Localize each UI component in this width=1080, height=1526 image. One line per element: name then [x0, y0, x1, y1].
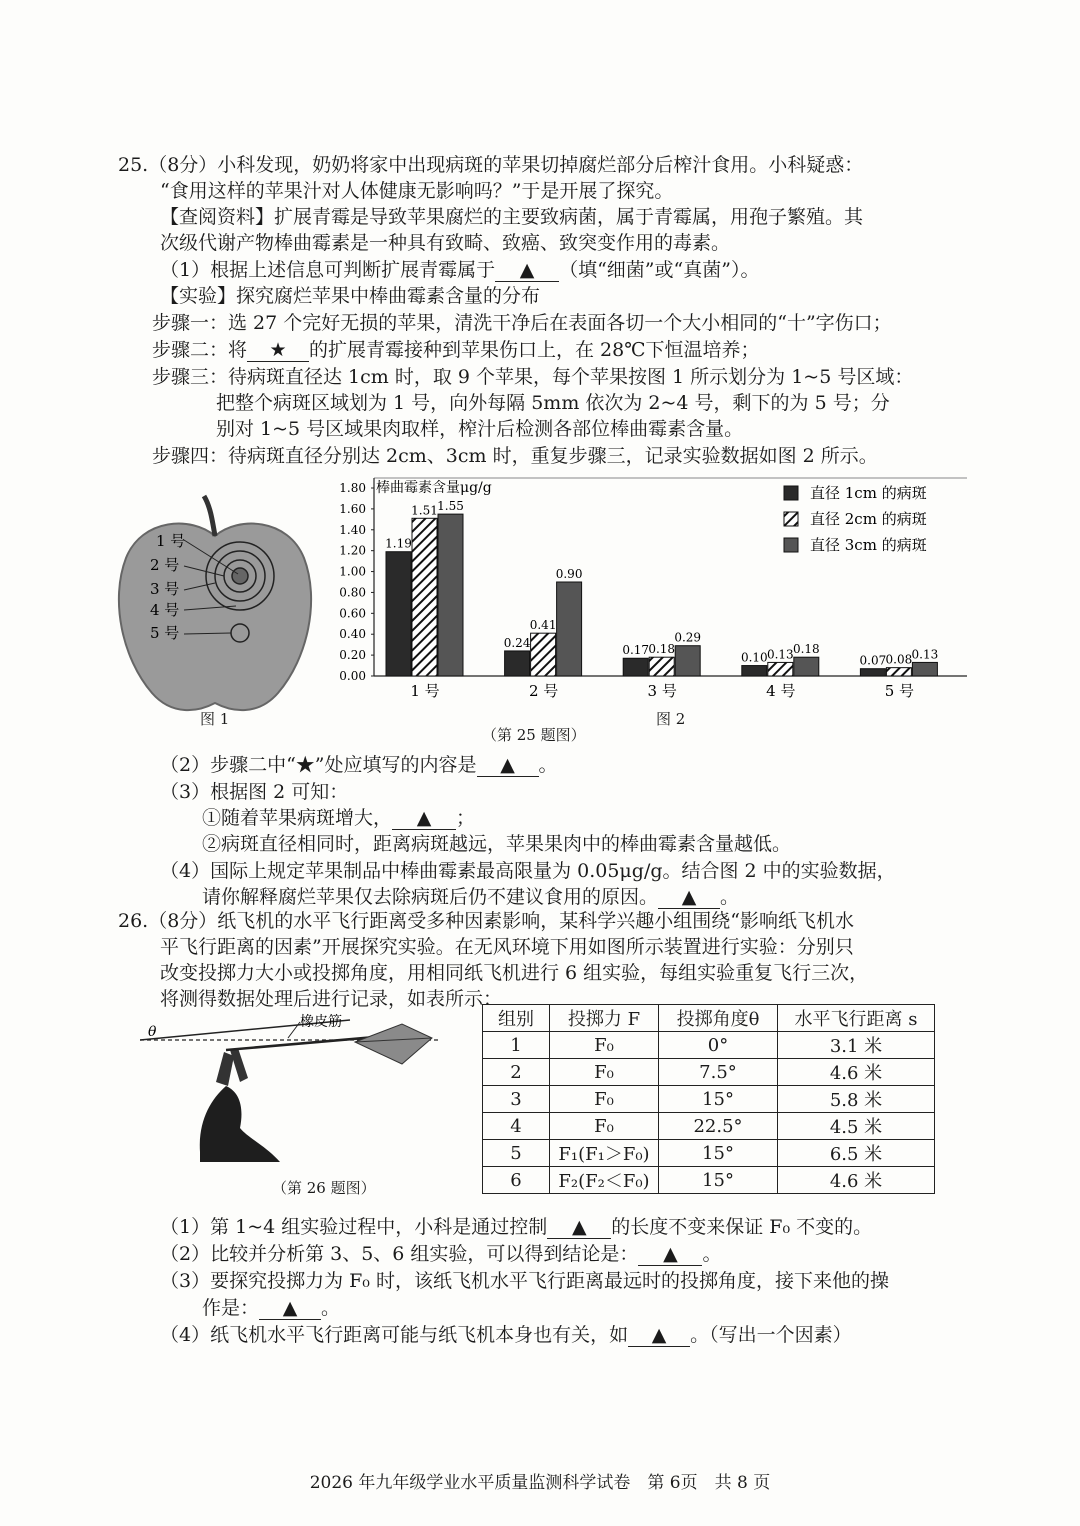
- q25-sub3-1: ①随着苹果病斑增大， ▲ ；: [202, 807, 476, 829]
- x-tick-label: 5 号: [884, 682, 915, 700]
- launcher-figure: [140, 1012, 470, 1192]
- q25-sub4: （4）国际上规定苹果制品中棒曲霉素最高限量为 0.05μg/g。结合图 2 中的实验数据，: [160, 860, 896, 882]
- x-tick-label: 3 号: [647, 682, 677, 700]
- q26-line4: 将测得数据处理后进行记录，如表所示：: [160, 988, 503, 1010]
- q25-sub1: （1）根据上述信息可判断扩展青霉属于 ▲ （填“细菌”或“真菌”）。: [160, 259, 760, 281]
- label-region5: 5 号: [150, 624, 180, 642]
- q26-sub3-cont: 作是： ▲ 。: [202, 1297, 341, 1319]
- label-region3: 3 号: [150, 580, 180, 598]
- triangle-icon: ▲: [519, 259, 535, 281]
- bar-value-label: 1.55: [437, 499, 464, 514]
- table-row: 3 F₀ 15° 5.8 米: [483, 1086, 935, 1113]
- bar: [412, 518, 437, 676]
- q26-figure-caption: （第 26 题图）: [272, 1179, 376, 1197]
- y-axis-label: 棒曲霉素含量μg/g: [376, 480, 492, 496]
- q25-line2: “食用这样的苹果汁对人体健康无影响吗？”于是开展了探究。: [160, 180, 674, 202]
- apple-figure: [112, 488, 318, 720]
- q25-sub2: （2）步骤二中“★”处应填写的内容是 ▲ 。: [160, 754, 558, 776]
- q25-figure-caption: （第 25 题图）: [482, 726, 586, 744]
- bar-value-label: 0.17: [622, 643, 650, 658]
- y-tick-label: 1.00: [339, 564, 366, 579]
- bar: [557, 582, 582, 676]
- q26-line1: 26.（8分）纸飞机的水平飞行距离受多种因素影响，某科学兴趣小组围绕“影响纸飞机水: [118, 910, 855, 932]
- angle-label: θ: [148, 1024, 157, 1040]
- bar-value-label: 0.10: [740, 650, 768, 665]
- legend-swatch: [784, 512, 798, 526]
- bar: [860, 669, 885, 676]
- data-table: [482, 1004, 935, 1194]
- bar-value-label: 0.18: [648, 642, 676, 657]
- bar: [768, 662, 793, 676]
- table-row: 1 F₀ 0° 3.1 米: [483, 1032, 935, 1059]
- triangle-icon: ▲: [282, 1297, 298, 1319]
- bar-value-label: 1.19: [385, 536, 412, 551]
- x-tick-label: 2 号: [528, 682, 559, 700]
- page-footer: 2026 年九年级学业水平质量监测科学试卷 第 6页 共 8 页: [309, 1473, 771, 1493]
- bar-value-label: 0.18: [792, 642, 820, 657]
- bar-value-label: 0.07: [859, 653, 887, 668]
- bar: [675, 646, 700, 676]
- legend-label: 直径 3cm 的病斑: [810, 536, 927, 554]
- triangle-icon: ▲: [571, 1216, 587, 1238]
- bar: [742, 666, 767, 676]
- q25-step2: 步骤二：将 ★ 的扩展青霉接种到苹果伤口上，在 28℃下恒温培养；: [152, 339, 760, 361]
- legend-swatch: [784, 486, 798, 500]
- star-blank[interactable]: [247, 339, 309, 362]
- star-icon: ★: [269, 339, 287, 361]
- bar: [438, 514, 463, 676]
- triangle-icon: ▲: [500, 754, 515, 776]
- legend-swatch: [784, 538, 798, 552]
- y-tick-label: 1.80: [339, 481, 366, 495]
- lesion-center: [232, 568, 248, 584]
- fig2-caption: 图 2: [656, 710, 686, 728]
- bar: [623, 658, 648, 676]
- label-region1: 1 号: [156, 532, 186, 550]
- answer-blank[interactable]: [658, 886, 720, 909]
- bar: [531, 633, 556, 676]
- bar-value-label: 0.24: [503, 635, 531, 650]
- y-tick-label: 0.00: [339, 669, 366, 683]
- bar: [386, 552, 411, 676]
- answer-blank[interactable]: [477, 754, 539, 777]
- q25-step1: 步骤一：选 27 个完好无损的苹果，清洗干净后在表面各切一个大小相同的“十”字伤口；: [152, 312, 892, 334]
- bar: [886, 668, 911, 676]
- bar: [794, 657, 819, 676]
- slingshot-fork: [216, 1052, 234, 1086]
- bar-value-label: 0.41: [529, 618, 557, 633]
- rubber-band-label: 橡皮筋: [300, 1014, 342, 1030]
- bar-value-label: 0.90: [555, 567, 583, 581]
- triangle-icon: ▲: [651, 1324, 667, 1346]
- apple-shape: [119, 524, 311, 711]
- q25-line4: 次级代谢产物棒曲霉素是一种具有致畸、致癌、致突变作用的毒素。: [160, 232, 731, 254]
- bar-chart: [322, 472, 972, 712]
- q26-sub3: （3）要探究投掷力为 F₀ 时，该纸飞机水平飞行距离最远时的投掷角度，接下来他的操: [160, 1270, 889, 1292]
- y-tick-label: 0.80: [339, 585, 366, 600]
- header-force: 投掷力 F: [550, 1005, 659, 1032]
- table-header-row: [483, 1005, 935, 1032]
- label-region2: 2 号: [150, 556, 180, 574]
- x-tick-label: 4 号: [766, 682, 796, 700]
- bar-value-label: 0.29: [674, 630, 702, 645]
- label-region4: 4 号: [150, 601, 180, 619]
- q25-sub3: （3）根据图 2 可知：: [160, 781, 349, 803]
- table-row: 6 F₂(F₂＜F₀) 15° 4.6 米: [483, 1167, 935, 1194]
- bar-value-label: 0.13: [766, 647, 794, 662]
- y-tick-label: 0.60: [339, 606, 366, 621]
- answer-blank[interactable]: [495, 259, 559, 282]
- answer-blank[interactable]: [638, 1243, 702, 1266]
- bar: [505, 651, 530, 676]
- hand-silhouette: [200, 1086, 280, 1162]
- y-tick-label: 1.40: [339, 522, 366, 537]
- bar-value-label: 0.13: [911, 647, 939, 662]
- table-row: 5 F₁(F₁＞F₀) 15° 6.5 米: [483, 1140, 935, 1167]
- y-tick-label: 1.20: [339, 543, 366, 558]
- q25-step3-cont2: 别对 1~5 号区域果肉取样，榨汁后检测各部位棒曲霉素含量。: [216, 418, 744, 440]
- q25-step3: 步骤三：待病斑直径达 1cm 时，取 9 个苹果，每个苹果按图 1 所示划分为 1~5 号区域：: [152, 366, 914, 388]
- answer-blank[interactable]: [392, 807, 456, 830]
- fig1-caption: 图 1: [200, 710, 230, 728]
- header-angle: 投掷角度θ: [659, 1005, 778, 1032]
- legend-label: 直径 1cm 的病斑: [810, 484, 927, 502]
- table-row: 4 F₀ 22.5° 4.5 米: [483, 1113, 935, 1140]
- q26-sub1: （1）第 1~4 组实验过程中，小科是通过控制 ▲ 的长度不变来保证 F₀ 不变的。: [160, 1216, 873, 1238]
- q25-line1: 25.（8分）小科发现，奶奶将家中出现病斑的苹果切掉腐烂部分后榨汁食用。小科疑惑：: [118, 154, 864, 176]
- y-tick-label: 0.40: [339, 627, 366, 642]
- bar-value-label: 1.51: [411, 503, 438, 518]
- q25-sub3-2: ②病斑直径相同时，距离病斑越远，苹果果肉中的棒曲霉素含量越低。: [202, 833, 792, 855]
- answer-blank[interactable]: [547, 1216, 611, 1239]
- y-tick-label: 0.20: [339, 648, 366, 663]
- q25-line3: 【查阅资料】扩展青霉是导致苹果腐烂的主要致病菌，属于青霉属，用孢子繁殖。其: [160, 206, 864, 228]
- q26-line3: 改变投掷力大小或投掷角度，用相同纸飞机进行 6 组实验，每组实验重复飞行三次，: [160, 962, 869, 984]
- triangle-icon: ▲: [681, 886, 697, 908]
- q26-sub2: （2）比较并分析第 3、5、6 组实验，可以得到结论是： ▲ 。: [160, 1243, 722, 1265]
- triangle-icon: ▲: [416, 807, 432, 829]
- legend-label: 直径 2cm 的病斑: [810, 510, 927, 528]
- triangle-icon: ▲: [663, 1243, 678, 1265]
- bar: [649, 657, 674, 676]
- q25-sub4-cont: 请你解释腐烂苹果仅去除病斑后仍不建议食用的原因。 ▲ 。: [202, 886, 740, 908]
- q25-step4: 步骤四：待病斑直径分别达 2cm、3cm 时，重复步骤三，记录实验数据如图 2 所示。: [152, 445, 878, 467]
- answer-blank[interactable]: [259, 1297, 321, 1320]
- paper-plane: [355, 1024, 432, 1064]
- q25-line6: 【实验】探究腐烂苹果中棒曲霉素含量的分布: [160, 285, 541, 307]
- q26-sub4: （4）纸飞机水平飞行距离可能与纸飞机本身也有关，如 ▲ 。（写出一个因素）: [160, 1324, 852, 1346]
- table-row: 2 F₀ 7.5° 4.6 米: [483, 1059, 935, 1086]
- bar: [912, 662, 937, 676]
- header-distance: 水平飞行距离 s: [778, 1005, 935, 1032]
- bar-value-label: 0.08: [885, 652, 913, 667]
- header-group: 组别: [483, 1005, 550, 1032]
- q25-step3-cont1: 把整个病斑区域划为 1 号，向外每隔 5mm 依次为 2~4 号，剩下的为 5 号；分: [216, 392, 890, 414]
- y-tick-label: 1.60: [339, 501, 366, 516]
- q26-line2: 平飞行距离的因素”开展探究实验。在无风环境下用如图所示装置进行实验：分别只: [160, 936, 854, 958]
- x-tick-label: 1 号: [410, 682, 440, 700]
- answer-blank[interactable]: [628, 1324, 690, 1347]
